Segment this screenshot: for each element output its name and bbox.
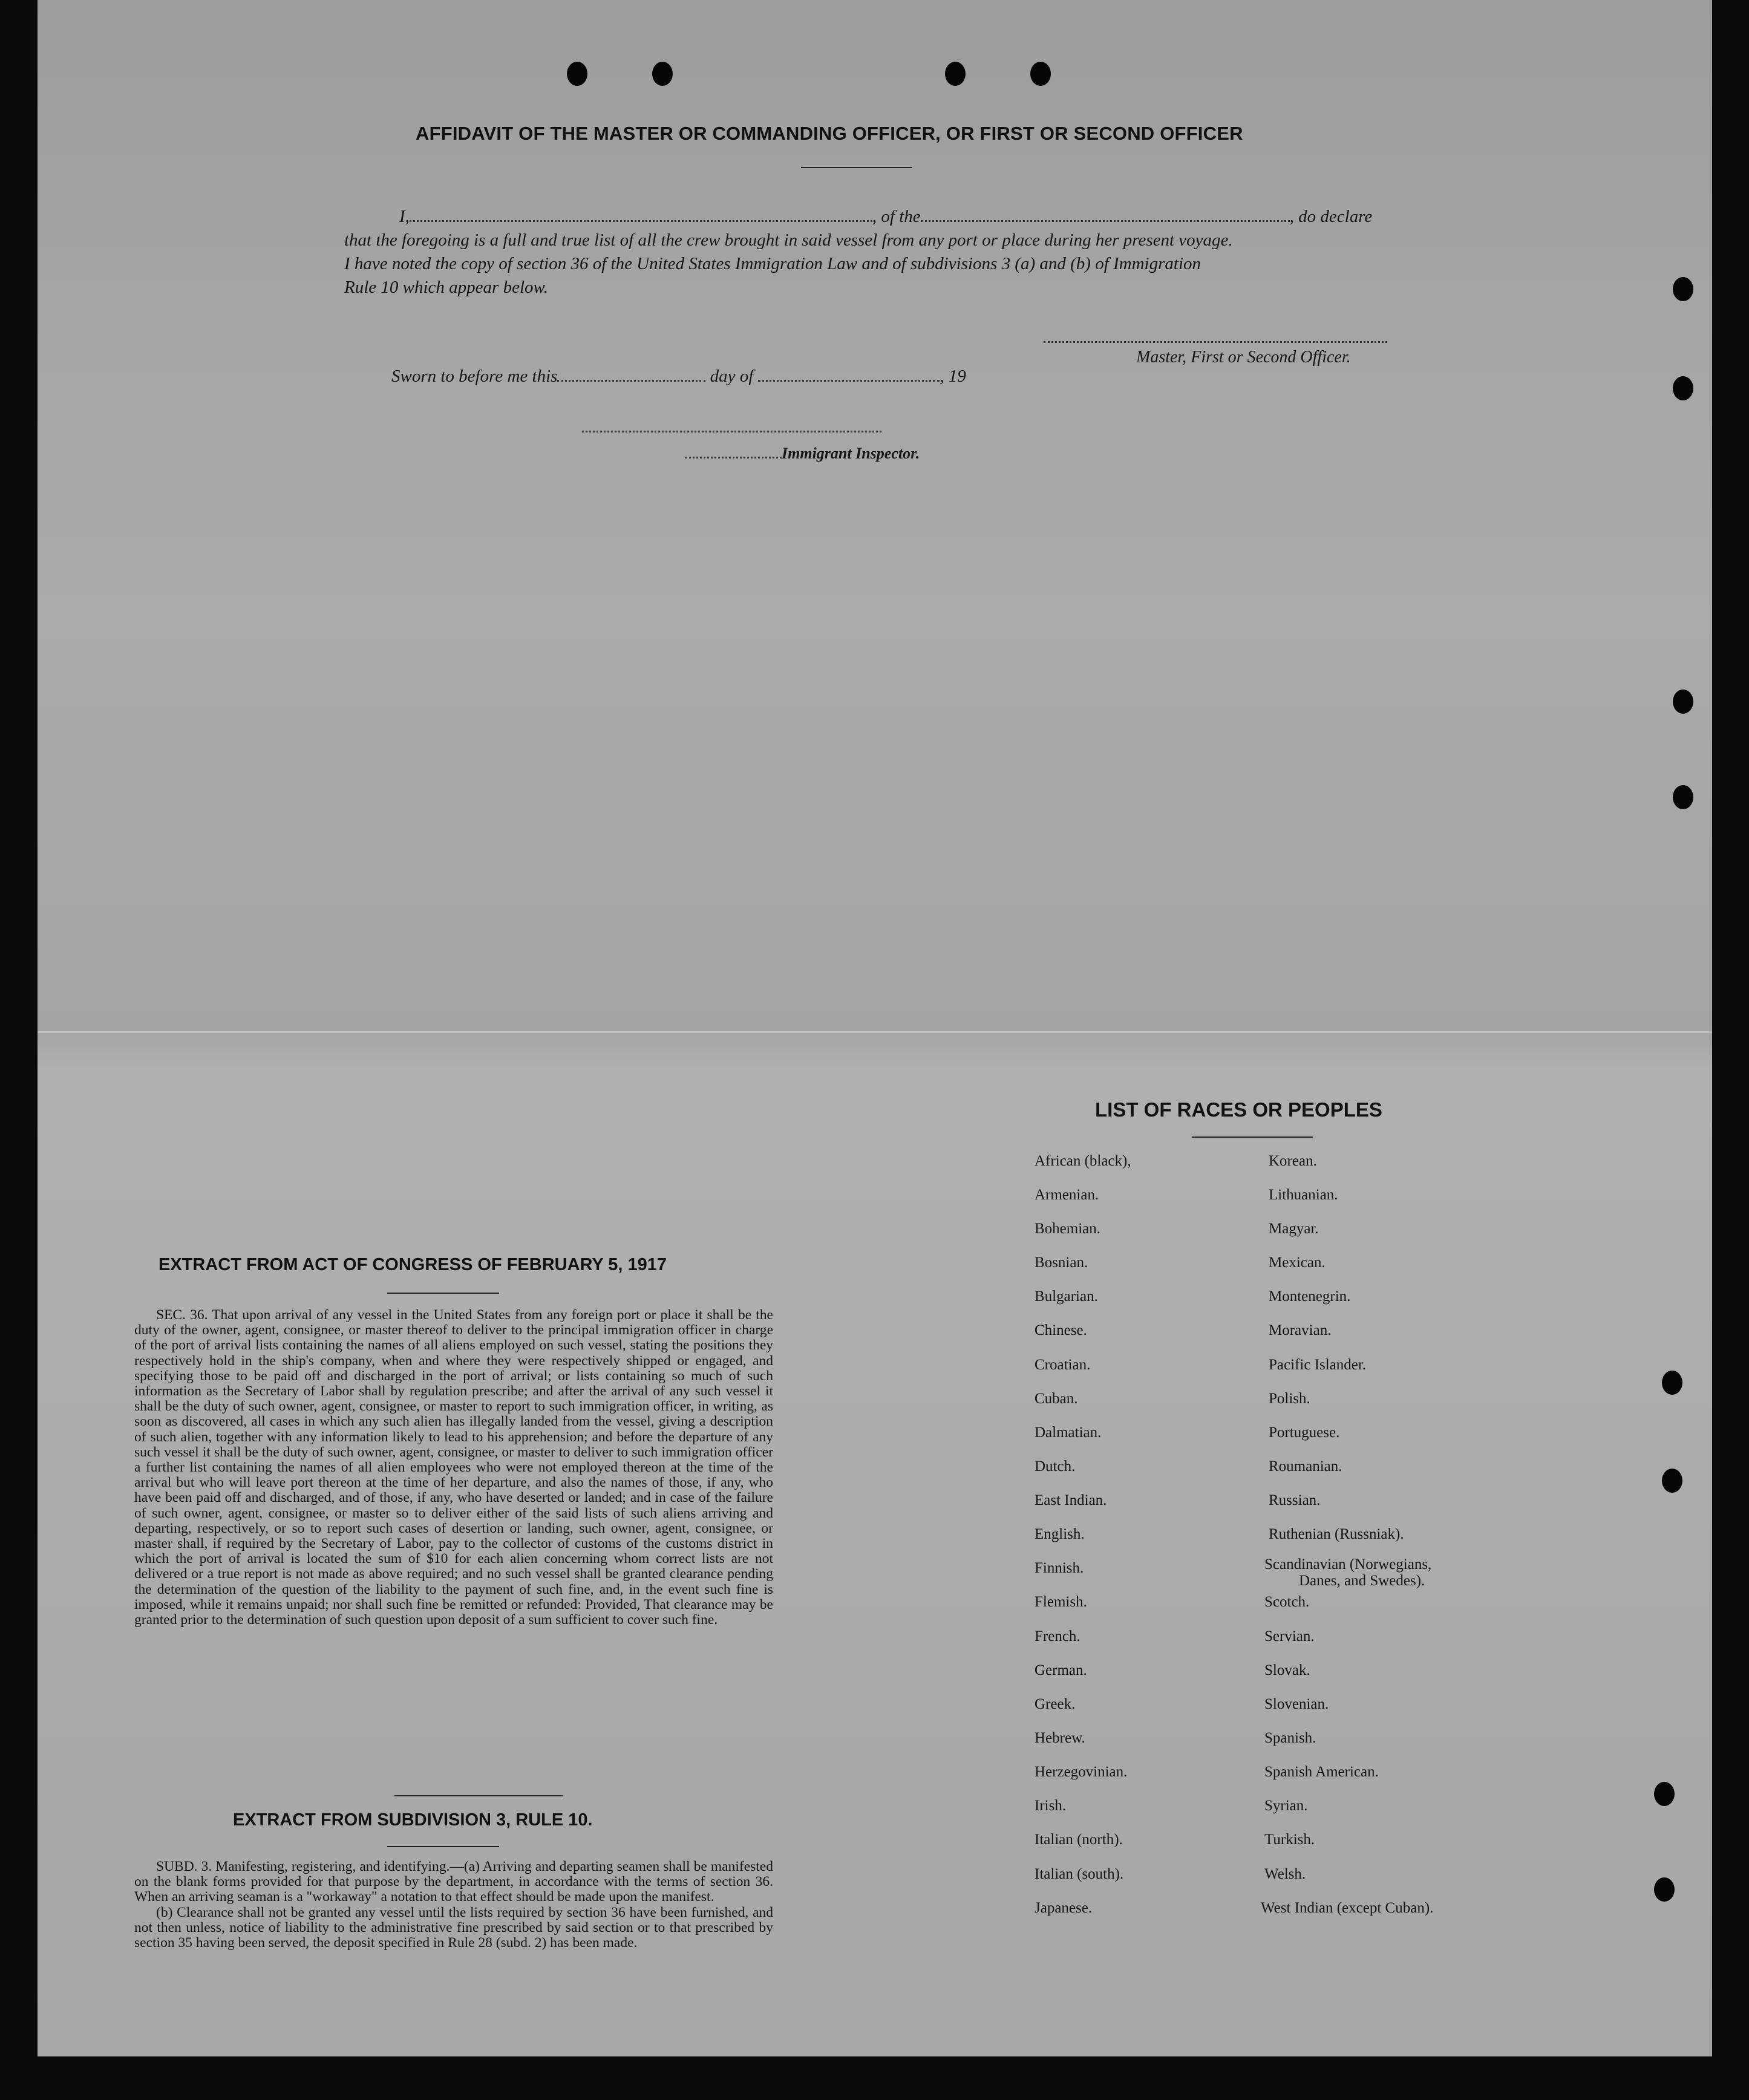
race-right-item: Mexican.	[1269, 1254, 1326, 1271]
inspector-signature-line[interactable]	[582, 431, 881, 432]
race-left-item: Japanese.	[1035, 1900, 1093, 1916]
punch-hole	[1673, 376, 1693, 400]
act-extract-text	[134, 1308, 773, 1628]
race-right-item: Welsh.	[1264, 1866, 1306, 1882]
declarant-prefix: I,	[399, 207, 410, 226]
race-left-item: Finnish.	[1035, 1560, 1084, 1576]
declarant-name-field[interactable]	[410, 220, 872, 222]
signature-label: Master, First or Second Officer.	[1136, 348, 1351, 367]
race-right-item: Turkish.	[1264, 1831, 1315, 1848]
act-extract-title: EXTRACT FROM ACT OF CONGRESS OF FEBRUARY 5, 1917	[159, 1255, 667, 1274]
race-left-item: Chinese.	[1035, 1322, 1087, 1339]
punch-hole	[567, 62, 587, 86]
race-right-item: Spanish.	[1264, 1730, 1316, 1746]
sworn-day-field[interactable]	[557, 379, 705, 382]
affidavit-title: AFFIDAVIT OF THE MASTER OR COMMANDING OFFICER, OR FIRST OR SECOND OFFICER	[416, 123, 1243, 144]
rule-extract-text	[134, 1859, 773, 1951]
race-right-item: West Indian (except Cuban).	[1261, 1900, 1434, 1916]
race-left-item: Italian (south).	[1035, 1866, 1124, 1882]
race-left-item: Hebrew.	[1035, 1730, 1085, 1746]
race-left-item: Bulgarian.	[1035, 1288, 1098, 1305]
vessel-of-label: , of the	[872, 207, 921, 226]
signature-line[interactable]	[1044, 341, 1387, 343]
race-left-item: East Indian.	[1035, 1492, 1107, 1508]
affidavit-title-rule	[801, 167, 912, 168]
race-left-item: French.	[1035, 1628, 1080, 1645]
punch-hole	[652, 62, 673, 86]
race-left-item: Italian (north).	[1035, 1831, 1123, 1848]
punch-hole	[1673, 785, 1693, 809]
punch-hole	[1662, 1371, 1682, 1395]
race-right-item: Korean.	[1269, 1153, 1317, 1169]
sworn-line	[391, 364, 966, 388]
rule-title-rule	[387, 1846, 499, 1847]
punch-hole	[1030, 62, 1051, 86]
race-left-item: Herzegovinian.	[1035, 1764, 1128, 1780]
race-left-item: Armenian.	[1035, 1187, 1099, 1203]
race-left-item: Dutch.	[1035, 1458, 1076, 1475]
race-right-item: Moravian.	[1269, 1322, 1332, 1339]
inspector-label: Immigrant Inspector.	[782, 445, 920, 462]
race-left-item: Dalmatian.	[1035, 1424, 1102, 1441]
race-right-item: Danes, and Swedes).	[1299, 1573, 1425, 1589]
punch-hole	[1673, 690, 1693, 714]
race-right-item: Syrian.	[1264, 1798, 1308, 1814]
sworn-prefix: Sworn to before me this	[391, 367, 558, 386]
race-right-item: Magyar.	[1269, 1221, 1319, 1237]
race-left-item: Bosnian.	[1035, 1254, 1088, 1271]
punch-hole	[1654, 1782, 1675, 1806]
punch-hole	[1673, 277, 1693, 301]
race-right-item: Pacific Islander.	[1269, 1357, 1367, 1373]
race-right-item: Roumanian.	[1269, 1458, 1342, 1475]
declaration-body-line: Rule 10 which appear below.	[344, 278, 548, 297]
subdivision-b-paragraph: (b) Clearance shall not be granted any vessel until the lists required by section 36 have been furnished, and not then unless, notice of liability to the administrative fine prescribed by said section or to that prescribed by section 35 having been served, the deposit specified in Rule 28 (subd. 2) has been made.	[134, 1904, 773, 1951]
race-right-item: Servian.	[1264, 1628, 1315, 1645]
sworn-day-label: day of	[710, 367, 754, 386]
document-page	[38, 0, 1712, 2056]
race-right-item: Ruthenian (Russniak).	[1269, 1526, 1404, 1542]
vessel-name-field[interactable]	[921, 220, 1290, 222]
declare-label: , do declare	[1289, 207, 1373, 226]
declaration-line	[399, 204, 1372, 229]
race-left-item: German.	[1035, 1662, 1087, 1678]
act-title-rule	[387, 1293, 499, 1294]
race-right-item: Polish.	[1269, 1391, 1310, 1407]
inspector-line	[685, 442, 920, 466]
race-left-item: Cuban.	[1035, 1391, 1078, 1407]
races-title-rule	[1192, 1136, 1313, 1138]
race-right-item: Slovenian.	[1264, 1696, 1329, 1712]
race-right-item: Scandinavian (Norwegians,	[1264, 1556, 1432, 1573]
race-left-item: Irish.	[1035, 1798, 1067, 1814]
races-title: LIST OF RACES OR PEOPLES	[1095, 1098, 1382, 1121]
section-36-paragraph: SEC. 36. That upon arrival of any vessel in the United States from any foreign port or place it shall be the duty of the owner, agent, consignee, or master thereof to deliver to the principal immigration officer in charge of the port of arrival lists containing the names of all aliens employed on such vessel, stating the positions they respectively hold in the ship's company, when and where they were respectively shipped or engaged, and specifying those to be paid off and discharged in the port of arrival; or lists containing so much of such information as the Secretary of Labor shall by regulation prescribe; and after the arrival of any such vessel it shall be the duty of such owner, agent, consignee, or master to report to such immigration officer, in writing, as soon as discovered, all cases in which any such alien has illegally landed from the vessel, giving a description of such alien, together with any information likely to lead to his apprehension; and before the departure of any such vessel it shall be the duty of such owner, agent, consignee, or master to deliver to such immigration officer a further list containing the names of all alien employees who were not employed thereon at the time of the arrival but who will leave port thereon at the time of her departure, and also the names of those, if any, who have been paid off and discharged, and of those, if any, who have deserted or landed; and in case of the failure of such owner, agent, consignee, or master so to deliver either of the said lists of such aliens arriving and departing, respectively, or so to report such cases of desertion or landing, such owner, agent, consignee, or master shall, if required by the Secretary of Labor, pay to the collector of customs of the customs district in which the port of arrival is located the sum of $10 for each alien concerning whom correct lists are not delivered or a true report is not made as above required; and no such vessel shall be granted clearance pending the determination of the question of the liability to the payment of such fine, and, in the event such fine is imposed, while it remains unpaid; nor shall such fine be remitted or refunded: Provided, That clearance may be granted prior to the determination of such question upon deposit of a sum sufficient to cover such fine.	[134, 1307, 773, 1628]
race-right-item: Scotch.	[1264, 1594, 1310, 1610]
sworn-month-field[interactable]	[758, 379, 940, 382]
subdivision-a-paragraph: SUBD. 3. Manifesting, registering, and identifying.—(a) Arriving and departing seamen shall be manifested on the blank forms provided for that purpose by the department, in accordance with the terms of section 36. When an arriving seaman is a "workaway" a notation to that effect should be made upon the manifest.	[134, 1859, 773, 1905]
page-fold	[38, 1031, 1712, 1033]
race-right-item: Portuguese.	[1269, 1424, 1340, 1441]
punch-hole	[1662, 1469, 1682, 1493]
inspector-name-field[interactable]	[685, 456, 782, 458]
sworn-year-label: , 19	[940, 367, 966, 386]
race-left-item: Greek.	[1035, 1696, 1076, 1712]
rule-extract-title: EXTRACT FROM SUBDIVISION 3, RULE 10.	[233, 1810, 593, 1830]
act-end-rule	[394, 1795, 563, 1796]
race-left-item: Flemish.	[1035, 1594, 1087, 1610]
race-left-item: English.	[1035, 1526, 1085, 1542]
punch-hole	[945, 62, 966, 86]
race-left-item: Bohemian.	[1035, 1221, 1101, 1237]
race-left-item: African (black),	[1035, 1153, 1131, 1169]
race-right-item: Lithuanian.	[1269, 1187, 1338, 1203]
punch-hole	[1654, 1877, 1675, 1902]
race-right-item: Spanish American.	[1264, 1764, 1379, 1780]
race-right-item: Montenegrin.	[1269, 1288, 1351, 1305]
race-right-item: Russian.	[1269, 1492, 1321, 1508]
race-right-item: Slovak.	[1264, 1662, 1310, 1678]
declaration-body-line: I have noted the copy of section 36 of the United States Immigration Law and of subdivisions 3 (a) and (b) of Immigration	[344, 254, 1201, 273]
race-left-item: Croatian.	[1035, 1357, 1091, 1373]
declaration-body-line: that the foregoing is a full and true list of all the crew brought in said vessel from any port or place during her present voyage.	[344, 230, 1233, 250]
